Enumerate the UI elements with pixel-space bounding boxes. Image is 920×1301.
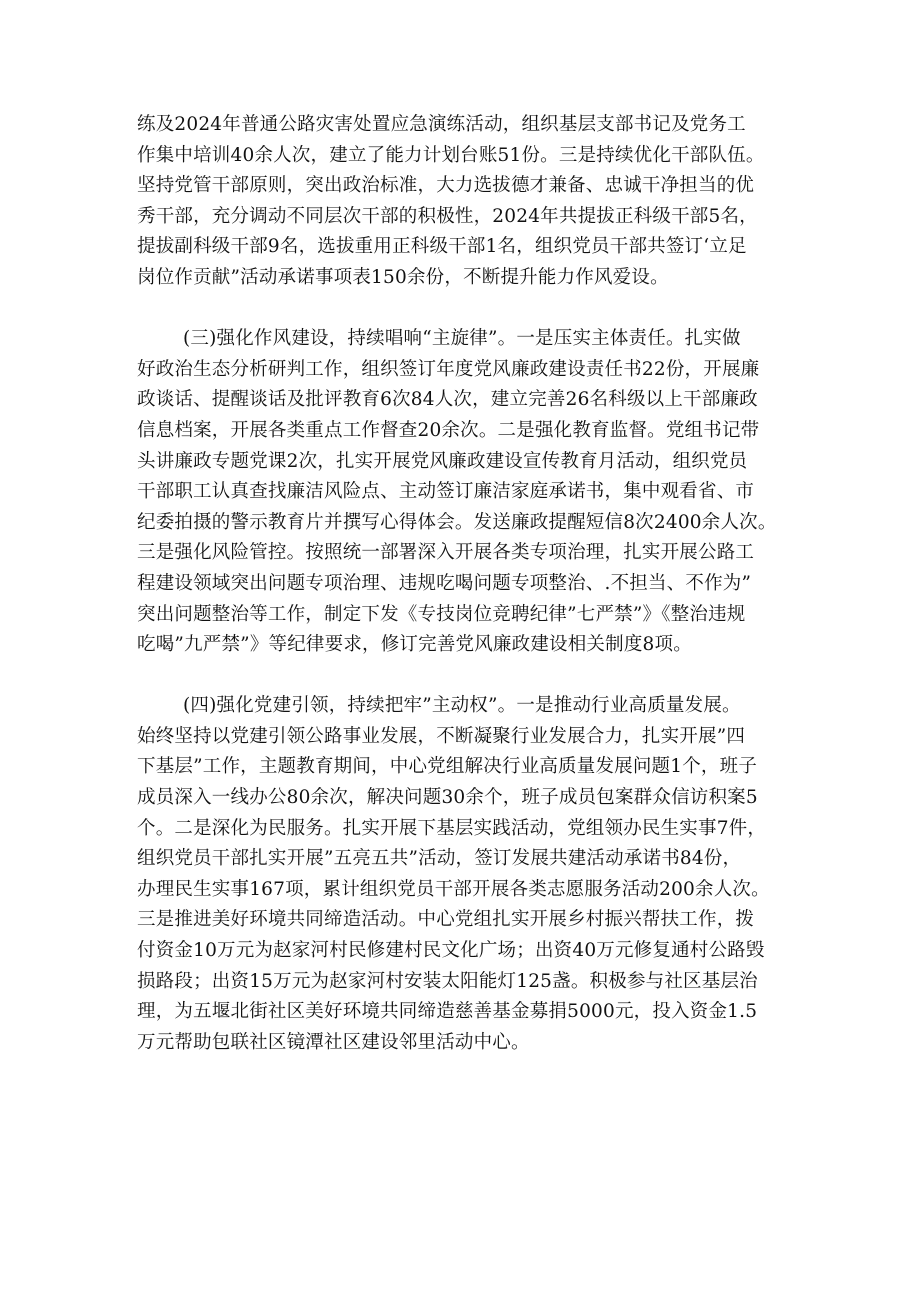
text-line: 岗位作贡献”活动承诺事项表150余份，不断提升能力作风爱设。 (137, 266, 669, 288)
text-line: 政谈话、提醒谈话及批评教育6次84人次，建立完善26名科级以上干部廉政 (137, 389, 758, 411)
text-line: 好政治生态分析研判工作，组织签订年度党风廉政建设责任书22份，开展廉 (137, 358, 760, 380)
text-line: 组织党员干部扎实开展”五亮五共”活动，签订发展共建活动承诺书84份， (137, 848, 742, 870)
text-line: 三是推进美好环境共同缔造活动。中心党组扎实开展乡村振兴帮扶工作，拨 (137, 909, 755, 931)
text-line: 万元帮助包联社区镜潭社区建设邻里活动中心。 (137, 1031, 530, 1053)
paragraph-2 (137, 324, 797, 661)
text-line: 练及2024年普通公路灾害处置应急演练活动，组织基层支部书记及党务工 (137, 114, 746, 135)
text-line: 下基层”工作，主题教育期间，中心党组解决行业高质量发展问题1个，班子 (137, 756, 758, 778)
text-line: 理，为五堰北街社区美好环境共同缔造慈善基金募捐5000元，投入资金1.5 (137, 1001, 758, 1023)
text-line: 三是强化风险管控。按照统一部署深入开展各类专项治理，扎实开展公路工 (137, 542, 755, 564)
text-line: (四)强化党建引领，持续把牢”主动权”。一是推动行业高质量发展。 (183, 695, 741, 717)
text-line: (三)强化作风建设，持续唱响“主旋律”。一是压实主体责任。扎实做 (183, 328, 741, 350)
paragraph-gap (137, 661, 797, 692)
text-line: 纪委拍摄的警示教育片并撰写心得体会。发送廉政提醒短信8次2400余人次。 (137, 511, 777, 533)
text-line: 付资金10万元为赵家河村民修建村民文化广场；出资40万元修复通村公路毁 (137, 940, 765, 962)
text-line: 提拔副科级干部9名，选拔重用正科级干部1名，组织党员干部共签订‘立足 (137, 236, 747, 258)
text-line: 干部职工认真查找廉洁风险点、主动签订廉洁家庭承诺书，集中观看省、市 (137, 481, 755, 503)
text-line: 信息档案，开展各类重点工作督查20余次。二是强化教育监督。党组书记带 (137, 419, 760, 441)
text-line: 秀干部，充分调动不同层次干部的积极性，2024年共提拔正科级干部5名， (137, 205, 758, 227)
paragraph-3 (137, 691, 797, 1058)
text-line: 头讲廉政专题党课2次，扎实开展党风廉政建设宣传教育月活动，组织党员 (137, 450, 748, 472)
paragraph-gap (137, 294, 797, 325)
text-line: 成员深入一线办公80余次，解决问题30余个，班子成员包案群众信访积案5 (137, 787, 758, 809)
text-line: 坚持党管干部原则，突出政治标准，大力选拔德才兼备、忠诚干净担当的优 (137, 175, 755, 197)
text-line: 损路段；出资15万元为赵家河村安装太阳能灯125盏。积极参与社区基层治 (137, 970, 758, 992)
text-line: 作集中培训40余人次，建立了能力计划台账51份。三是持续优化干部队伍。 (137, 144, 765, 166)
text-line: 办理民生实事167项，累计组织党员干部开展各类志愿服务活动200余人次。 (137, 878, 770, 900)
text-line: 个。二是深化为民服务。扎实开展下基层实践活动，党组领办民生实事7件， (137, 817, 767, 839)
document-body (137, 110, 797, 1058)
text-line: 程建设领域突出问题专项治理、违规吃喝问题专项整治、.不担当、不作为” (137, 572, 752, 594)
text-line: 始终坚持以党建引领公路事业发展，不断凝聚行业发展合力，扎实开展”四 (137, 725, 746, 747)
text-line: 吃喝”九严禁”》等纪律要求，修订完善党风廉政建设相关制度8项。 (137, 634, 692, 656)
paragraph-1 (137, 110, 797, 294)
text-line: 突出问题整治等工作，制定下发《专技岗位竞聘纪律”七严禁”》《整治违规 (137, 603, 746, 625)
